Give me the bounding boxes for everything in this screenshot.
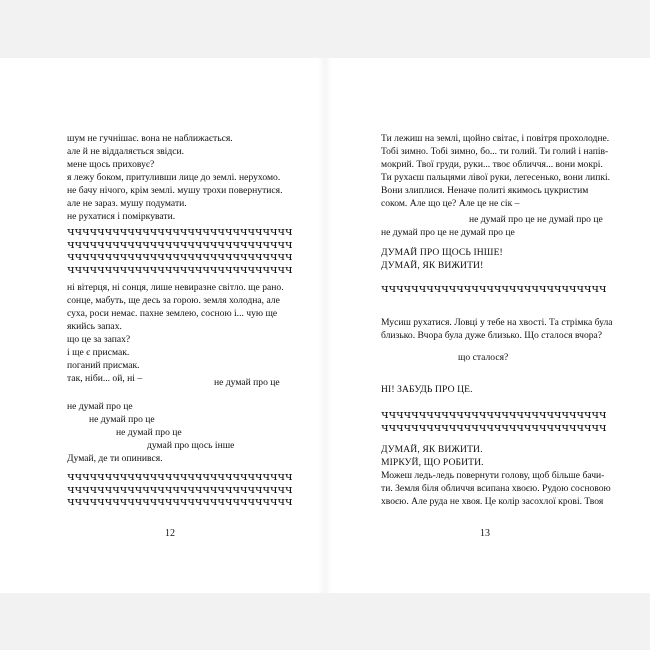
caps-line: МІРКУЙ, ЩО РОБИТИ. [381,457,484,468]
text-line: сонце, мабуть, ще десь за горою. земля холодна, але [67,295,280,306]
text-line: не бачу нічого, крім землі. мушу трохи повернутися. [67,185,283,196]
text-line: ні вітерця, ні сонця, лише невиразне світло. ще рано. [67,282,284,293]
text-line: я лежу боком, притуливши лице до землі. нерухомо. [67,172,281,183]
page-number: 13 [480,528,490,539]
hatch-line: чччччччччччччччччччччччччччччч [67,481,293,496]
text-line: так, ніби... ой, ні – [67,373,143,384]
text-line: Можеш ледь-ледь повернути голову, щоб більше бачи- [381,470,605,481]
text-line: не рухатися і поміркувати. [67,211,176,222]
text-line: Ти лежиш на землі, щойно світає, і повітря прохолодне. [381,133,610,144]
text-line: що це за запах? [67,334,131,345]
hatch-line: чччччччччччччччччччччччччччччч [381,419,607,434]
text-line: хвоєю. Але руда не хвоя. Це колір засохлої крові. Твоя [381,496,604,507]
left-page [0,58,325,593]
text-line: мокрий. Твої груди, руки... твоє обличчя... вони мокрі. [381,159,603,170]
text-line: Вони злиплися. Неначе политі якимось цукристим [381,185,589,196]
text-line: Тобі зимно. Тобі зимно, бо... ти голий. Ти голий і напів- [381,146,609,157]
page-number: 12 [165,528,175,539]
hatch-line: чччччччччччччччччччччччччччччч [67,494,293,508]
hatch-line: чччччччччччччччччччччччччччччч [67,224,293,238]
dont-think-line: не думай про це [214,377,280,388]
hatch-line: чччччччччччччччччччччччччччччч [381,281,607,295]
text-line: суха, роси немає. пахне землею, сосною і... чую ще [67,308,278,319]
what-happened-line: що сталося? [458,352,509,363]
caps-line: НІ! ЗАБУДЬ ПРО ЦЕ. [381,384,473,395]
text-line: Мусиш рухатися. Ловці у тебе на хвості. Та стрімка була [381,317,613,328]
caps-line: ДУМАЙ, ЯК ВИЖИТИ. [381,444,483,455]
hatch-line: чччччччччччччччччччччччччччччч [67,469,293,483]
hatch-line: чччччччччччччччччччччччччччччч [381,407,607,421]
text-line: соком. Але що це? Але це не сік – [381,198,520,209]
right-page [325,58,650,593]
dont-think-line: не думай про це не думай про це [469,214,603,225]
cascade-line: думай про щось інше [147,440,235,451]
text-line: Ти рухаєш пальцями лівої руки, легесенько, вони липкі. [381,172,611,183]
text-line: і ще є присмак. [67,347,130,358]
text-line: близько. Вчора була дуже близько. Що сталося вчора? [381,330,603,341]
text-line: мене щось приховує? [67,159,155,170]
text-line: ти. Земля біля обличчя всипана хвоєю. Рудою сосновою [381,483,611,494]
text-line: поганий присмак. [67,360,140,371]
cascade-line: не думай про це [67,401,133,412]
cascade-line: не думай про це [116,427,182,438]
text-line: але й не віддаляється звідси. [67,146,185,157]
hatch-line: чччччччччччччччччччччччччччччч [67,249,293,263]
caps-line: ДУМАЙ ПРО ЩОСЬ ІНШЕ! [381,247,503,258]
book-spread [0,58,650,593]
dont-think-line: не думай про це не думай про це [381,227,515,238]
text-line: шум не гучнішає. вона не наближається. [67,133,233,144]
caps-line: ДУМАЙ, ЯК ВИЖИТИ! [381,260,484,271]
cascade-line: не думай про це [89,414,155,425]
text-line: якийсь запах. [67,321,122,332]
hatch-line: чччччччччччччччччччччччччччччч [67,236,293,251]
hatch-line: чччччччччччччччччччччччччччччч [67,261,293,276]
text-line: але не зараз. мушу подумати. [67,198,187,209]
text-line: Думай, де ти опинився. [67,453,163,464]
